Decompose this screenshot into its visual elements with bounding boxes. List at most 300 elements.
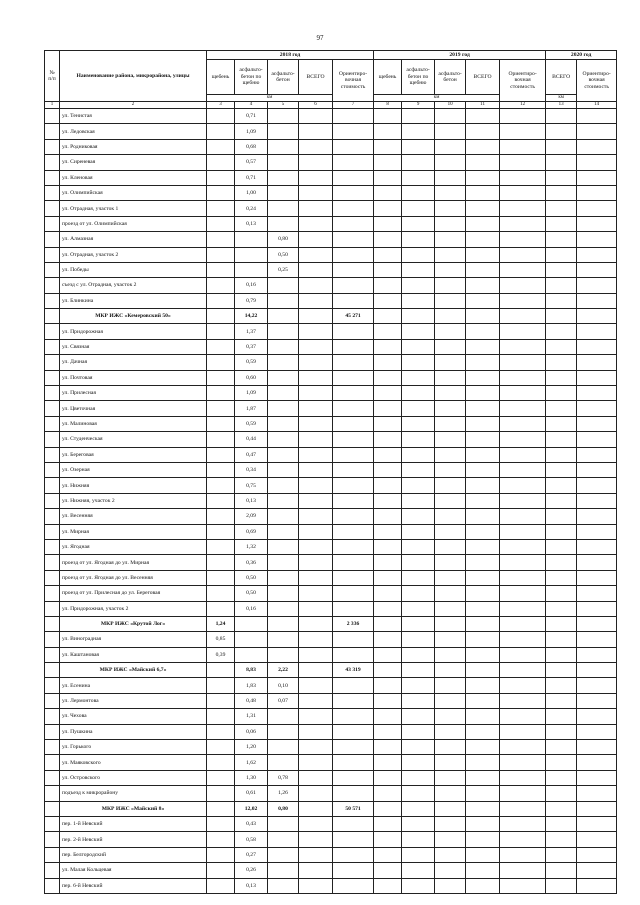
value-cell-c7 [333,432,374,447]
table-row [45,647,617,662]
value-cell-c6 [299,278,333,293]
col-asphalt-2019: асфальто-бетон [435,60,466,95]
value-cell-c4: 1,37 [235,324,268,339]
value-cell-c13 [546,370,577,385]
value-cell-c14 [577,401,617,416]
value-cell-c14 [577,293,617,308]
value-cell-c8 [374,293,402,308]
value-cell-c7 [333,478,374,493]
value-cell-c5 [268,216,299,231]
col-gravel-2019: щебень [374,60,402,95]
value-cell-c13 [546,509,577,524]
value-cell-c1 [45,324,60,339]
value-cell-c8 [374,124,402,139]
value-cell-c10 [435,139,466,154]
value-cell-c4: 0,24 [235,201,268,216]
value-cell-c13 [546,201,577,216]
value-cell-c11 [466,201,500,216]
value-cell-c5 [268,124,299,139]
value-cell-c7 [333,709,374,724]
value-cell-c10 [435,109,466,124]
table-row [45,201,617,216]
value-cell-c12 [500,509,546,524]
value-cell-c11 [466,247,500,262]
value-cell-c9 [402,139,435,154]
value-cell-c5: 0,78 [268,770,299,785]
value-cell-c14 [577,216,617,231]
value-cell-c7 [333,447,374,462]
value-cell-c5 [268,586,299,601]
value-cell-c10 [435,324,466,339]
value-cell-c14 [577,786,617,801]
value-cell-c14 [577,863,617,878]
value-cell-c12 [500,801,546,816]
value-cell-c10 [435,539,466,554]
value-cell-c5: 0,80 [268,801,299,816]
value-cell-c7 [333,155,374,170]
street-name-cell: ул. Отрадная, участок 1 [60,201,207,216]
value-cell-c13 [546,601,577,616]
value-cell-c12 [500,555,546,570]
value-cell-c14 [577,324,617,339]
table-group-row [45,309,617,324]
value-cell-c12 [500,155,546,170]
value-cell-c13 [546,724,577,739]
value-cell-c8 [374,386,402,401]
value-cell-c8 [374,416,402,431]
value-cell-c3 [207,355,235,370]
value-cell-c8 [374,170,402,185]
table-row [45,324,617,339]
value-cell-c12 [500,709,546,724]
value-cell-c12 [500,401,546,416]
value-cell-c11 [466,109,500,124]
value-cell-c11 [466,863,500,878]
value-cell-c11 [466,878,500,893]
value-cell-c14 [577,539,617,554]
value-cell-c6 [299,632,333,647]
column-number: 1 [45,102,60,109]
value-cell-c4: 0,59 [235,355,268,370]
page-number: 97 [316,34,324,42]
value-cell-c9 [402,570,435,585]
value-cell-c5 [268,832,299,847]
value-cell-c1 [45,478,60,493]
street-name-cell: ул. Придорожная, участок 2 [60,601,207,616]
value-cell-c1 [45,401,60,416]
column-number: 10 [435,102,466,109]
value-cell-c12 [500,416,546,431]
value-cell-c14 [577,832,617,847]
value-cell-c14 [577,124,617,139]
value-cell-c11 [466,124,500,139]
street-name-cell: ул. Прилесная [60,386,207,401]
value-cell-c7 [333,740,374,755]
value-cell-c1 [45,185,60,200]
value-cell-c12 [500,570,546,585]
value-cell-c5 [268,201,299,216]
street-name-cell: подъезд к микрорайону [60,786,207,801]
value-cell-c9 [402,724,435,739]
value-cell-c8 [374,216,402,231]
value-cell-c12 [500,462,546,477]
value-cell-c4 [235,616,268,631]
value-cell-c6 [299,232,333,247]
value-cell-c4: 0,68 [235,139,268,154]
column-number: 14 [577,102,617,109]
value-cell-c8 [374,632,402,647]
street-name-cell: пер. 6-й Невский [60,878,207,893]
value-cell-c3 [207,262,235,277]
value-cell-c1 [45,216,60,231]
value-cell-c5 [268,293,299,308]
value-cell-c9 [402,293,435,308]
value-cell-c3 [207,139,235,154]
value-cell-c11 [466,724,500,739]
value-cell-c1 [45,570,60,585]
value-cell-c13 [546,416,577,431]
col-total-2019: ВСЕГО [466,60,500,95]
value-cell-c13 [546,293,577,308]
value-cell-c8 [374,724,402,739]
value-cell-c9 [402,524,435,539]
value-cell-c6 [299,370,333,385]
value-cell-c4: 0,58 [235,832,268,847]
value-cell-c1 [45,139,60,154]
value-cell-c13 [546,309,577,324]
value-cell-c7 [333,185,374,200]
table-row [45,878,617,893]
value-cell-c8 [374,586,402,601]
value-cell-c4: 1,30 [235,770,268,785]
value-cell-c7: 43 319 [333,663,374,678]
value-cell-c5: 0,25 [268,262,299,277]
value-cell-c6 [299,262,333,277]
value-cell-c1 [45,816,60,831]
column-number: 3 [207,102,235,109]
value-cell-c7 [333,847,374,862]
value-cell-c11 [466,693,500,708]
value-cell-c6 [299,709,333,724]
value-cell-c3 [207,170,235,185]
value-cell-c7 [333,586,374,601]
value-cell-c6 [299,139,333,154]
street-name-cell: ул. Виноградная [60,632,207,647]
value-cell-c14 [577,755,617,770]
column-number: 12 [500,102,546,109]
value-cell-c10 [435,570,466,585]
value-cell-c11 [466,370,500,385]
value-cell-c11 [466,740,500,755]
value-cell-c5 [268,170,299,185]
value-cell-c10 [435,432,466,447]
table-row [45,524,617,539]
value-cell-c11 [466,185,500,200]
value-cell-c10 [435,770,466,785]
value-cell-c7 [333,324,374,339]
street-name-cell: ул. Весенняя [60,509,207,524]
street-name-cell: съезд с ул. Отрадная, участок 2 [60,278,207,293]
value-cell-c12 [500,185,546,200]
value-cell-c7 [333,370,374,385]
value-cell-c12 [500,216,546,231]
value-cell-c1 [45,293,60,308]
value-cell-c10 [435,155,466,170]
street-name-cell: ул. Островского [60,770,207,785]
value-cell-c5 [268,509,299,524]
value-cell-c5 [268,339,299,354]
value-cell-c11 [466,801,500,816]
value-cell-c11 [466,447,500,462]
table-row [45,632,617,647]
table-group-row [45,663,617,678]
value-cell-c8 [374,109,402,124]
value-cell-c11 [466,293,500,308]
value-cell-c14 [577,278,617,293]
value-cell-c14 [577,616,617,631]
value-cell-c1 [45,355,60,370]
value-cell-c9 [402,786,435,801]
value-cell-c12 [500,247,546,262]
value-cell-c10 [435,663,466,678]
value-cell-c5: 0,80 [268,232,299,247]
value-cell-c12 [500,293,546,308]
value-cell-c14 [577,678,617,693]
value-cell-c14 [577,416,617,431]
table-row [45,586,617,601]
column-number: 2 [60,102,207,109]
column-number: 9 [402,102,435,109]
value-cell-c6 [299,293,333,308]
value-cell-c5 [268,755,299,770]
column-number: 8 [374,102,402,109]
table-group-row [45,616,617,631]
value-cell-c1 [45,170,60,185]
value-cell-c1 [45,539,60,554]
value-cell-c13 [546,324,577,339]
value-cell-c10 [435,232,466,247]
value-cell-c8 [374,155,402,170]
unit-km-2020: км [546,95,577,102]
value-cell-c8 [374,539,402,554]
value-cell-c5 [268,139,299,154]
value-cell-c14 [577,155,617,170]
value-cell-c1 [45,278,60,293]
col-asphalt-gravel-2019: асфальто-бетон по щебню [402,60,435,95]
value-cell-c8 [374,524,402,539]
value-cell-c10 [435,832,466,847]
value-cell-c1 [45,724,60,739]
value-cell-c8 [374,509,402,524]
value-cell-c12 [500,201,546,216]
value-cell-c1 [45,109,60,124]
value-cell-c9 [402,109,435,124]
street-name-cell: ул. Нижняя [60,478,207,493]
value-cell-c6 [299,539,333,554]
value-cell-c13 [546,478,577,493]
street-name-cell: проезд от ул. Ягодная до ул. Мирная [60,555,207,570]
value-cell-c1 [45,447,60,462]
value-cell-c3 [207,816,235,831]
unit-km-2018: км [207,95,333,102]
value-cell-c4: 0,27 [235,847,268,862]
value-cell-c4: 0,79 [235,293,268,308]
street-name-cell: ул. Дачная [60,355,207,370]
column-number: 11 [466,102,500,109]
value-cell-c6 [299,201,333,216]
value-cell-c10 [435,416,466,431]
table-row [45,139,617,154]
value-cell-c9 [402,170,435,185]
value-cell-c10 [435,278,466,293]
value-cell-c10 [435,693,466,708]
value-cell-c10 [435,493,466,508]
value-cell-c1 [45,832,60,847]
value-cell-c9 [402,647,435,662]
value-cell-c14 [577,462,617,477]
value-cell-c5: 2,22 [268,663,299,678]
value-cell-c8 [374,878,402,893]
value-cell-c9 [402,478,435,493]
value-cell-c8 [374,278,402,293]
value-cell-c11 [466,309,500,324]
value-cell-c6 [299,724,333,739]
value-cell-c10 [435,586,466,601]
value-cell-c9 [402,863,435,878]
col-cost-2018: Ориентиро-вочная стоимость [333,60,374,102]
value-cell-c13 [546,401,577,416]
value-cell-c8 [374,324,402,339]
value-cell-c5 [268,724,299,739]
value-cell-c3 [207,555,235,570]
value-cell-c14 [577,878,617,893]
value-cell-c12 [500,355,546,370]
street-name-cell: ул. Цветочная [60,401,207,416]
value-cell-c4: 0,13 [235,878,268,893]
street-name-cell: ул. Кленовая [60,170,207,185]
street-name-cell: ул. Пушкина [60,724,207,739]
value-cell-c6 [299,509,333,524]
value-cell-c9 [402,493,435,508]
value-cell-c11 [466,847,500,862]
value-cell-c14 [577,170,617,185]
street-name-cell: пер. 1-й Невский [60,816,207,831]
table-row [45,601,617,616]
value-cell-c3 [207,801,235,816]
table-row [45,786,617,801]
value-cell-c9 [402,709,435,724]
value-cell-c3 [207,863,235,878]
value-cell-c11 [466,386,500,401]
value-cell-c7 [333,863,374,878]
value-cell-c4: 0,13 [235,216,268,231]
value-cell-c13 [546,863,577,878]
value-cell-c13 [546,139,577,154]
value-cell-c1 [45,678,60,693]
table-row [45,816,617,831]
column-number: 13 [546,102,577,109]
value-cell-c9 [402,247,435,262]
value-cell-c4: 8,83 [235,663,268,678]
value-cell-c14 [577,524,617,539]
value-cell-c10 [435,201,466,216]
value-cell-c4: 14,22 [235,309,268,324]
street-name-cell: пер. Белгородский [60,847,207,862]
value-cell-c14 [577,262,617,277]
value-cell-c9 [402,155,435,170]
col-asphalt-2018: асфальто-бетон [268,60,299,95]
value-cell-c14 [577,770,617,785]
value-cell-c4: 0,16 [235,601,268,616]
value-cell-c4: 1,20 [235,740,268,755]
value-cell-c3 [207,247,235,262]
value-cell-c7 [333,386,374,401]
street-name-cell: пер. 2-й Невский [60,832,207,847]
value-cell-c10 [435,216,466,231]
value-cell-c11 [466,493,500,508]
value-cell-c8 [374,770,402,785]
value-cell-c12 [500,601,546,616]
value-cell-c1 [45,755,60,770]
street-name-cell: ул. Маяковского [60,755,207,770]
value-cell-c6 [299,339,333,354]
value-cell-c12 [500,124,546,139]
value-cell-c13 [546,586,577,601]
value-cell-c12 [500,786,546,801]
value-cell-c12 [500,740,546,755]
value-cell-c6 [299,847,333,862]
table-row [45,355,617,370]
value-cell-c11 [466,647,500,662]
value-cell-c4: 2,09 [235,509,268,524]
street-name-cell: ул. Чехова [60,709,207,724]
value-cell-c13 [546,770,577,785]
roads-table [44,50,617,894]
value-cell-c9 [402,462,435,477]
value-cell-c11 [466,262,500,277]
value-cell-c11 [466,278,500,293]
value-cell-c7 [333,416,374,431]
value-cell-c8 [374,786,402,801]
value-cell-c8 [374,370,402,385]
value-cell-c14 [577,693,617,708]
value-cell-c5 [268,324,299,339]
value-cell-c8 [374,262,402,277]
value-cell-c5 [268,447,299,462]
value-cell-c6 [299,432,333,447]
value-cell-c6 [299,616,333,631]
value-cell-c3 [207,401,235,416]
value-cell-c11 [466,555,500,570]
value-cell-c6 [299,462,333,477]
value-cell-c6 [299,478,333,493]
value-cell-c13 [546,816,577,831]
value-cell-c9 [402,370,435,385]
value-cell-c13 [546,124,577,139]
value-cell-c9 [402,616,435,631]
value-cell-c3 [207,601,235,616]
value-cell-c11 [466,832,500,847]
street-name-cell: ул. Тенистая [60,109,207,124]
value-cell-c6 [299,324,333,339]
value-cell-c4: 1,62 [235,755,268,770]
value-cell-c13 [546,155,577,170]
value-cell-c14 [577,339,617,354]
value-cell-c7 [333,678,374,693]
value-cell-c4: 1,31 [235,709,268,724]
street-name-cell: проезд от ул. Прилесная до ул. Береговая [60,586,207,601]
table-row [45,262,617,277]
